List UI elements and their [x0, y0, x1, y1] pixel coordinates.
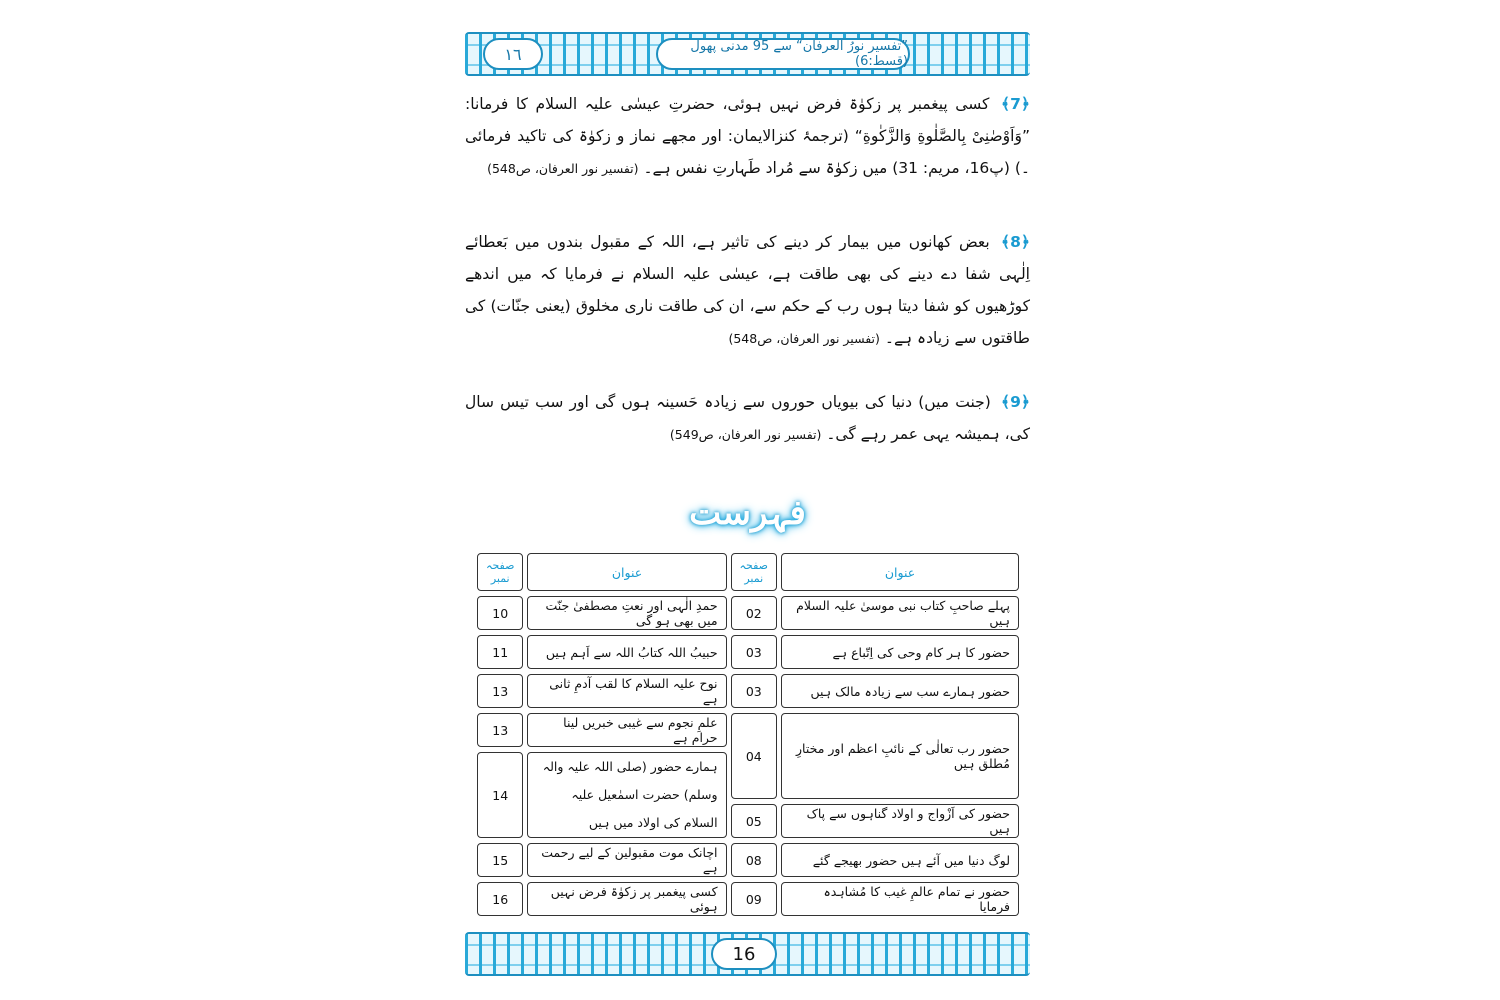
- toc-entry-title[interactable]: حضور نے تمام عالمِ غیب کا مُشاہدہ فرمایا: [781, 882, 1019, 916]
- header-ornament-band: [465, 32, 1030, 76]
- toc-entry-page: 02: [731, 596, 777, 630]
- toc-entry-page: 04: [731, 713, 777, 799]
- toc-entry-title[interactable]: اچانک موت مقبولین کے لیے رحمت ہے: [527, 843, 726, 877]
- col-title-right: عنوان: [781, 553, 1019, 591]
- table-row: [477, 674, 1019, 708]
- toc-entry-title[interactable]: حضور کا ہر کام وحی کی اِتّباع ہے: [781, 635, 1019, 669]
- toc-entry-page: 05: [731, 804, 777, 838]
- toc-entry-page: 09: [731, 882, 777, 916]
- paragraph-7: [465, 88, 1030, 185]
- table-row: [477, 882, 1019, 916]
- paragraph-reference: (تفسیر نور العرفان، ص549): [669, 427, 822, 442]
- toc-entry-page: 14: [477, 752, 523, 838]
- paragraph-number: ﴿9﴾: [1001, 393, 1030, 411]
- toc-entry-title[interactable]: حضور کی اَزْواج و اولاد گناہوں سے پاک ہیں: [781, 804, 1019, 838]
- toc-entry-title[interactable]: حضور رب تعالٰی کے نائبِ اعظم اور مختارِ مُطلق ہیں: [781, 713, 1019, 799]
- toc-entry-title[interactable]: حبیبُ اللہ کتابُ اللہ سے اَہم ہیں: [527, 635, 726, 669]
- toc-entry-title[interactable]: کسی پیغمبر پر زکوٰۃ فرض نہیں ہوئی: [527, 882, 726, 916]
- toc-entry-title[interactable]: نوح علیہ السلام کا لقب آدمِ ثانی ہے: [527, 674, 726, 708]
- toc-entry-title[interactable]: حمدِ الٰہی اور نعتِ مصطفیٰ جنّت میں بھی ہو گی: [527, 596, 726, 630]
- paragraph-9: [465, 386, 1030, 451]
- footer-ornament-band: [465, 932, 1030, 976]
- header-title: ”تفسیر نورُ العرفان“ سے 95 مدنی پھول (قسط:6): [656, 38, 910, 70]
- paragraph-text: بعض کھانوں میں بیمار کر دینے کی تاثیر ہے، اللہ کے مقبول بندوں میں بَعطائے اِلٰہی شفا دے دینے کی بھی طاقت ہے، عیسٰی علیہ السلام نے فرمایا کہ میں اندھے کوڑھیوں کو شفا دیتا ہوں رب کے حکم سے، ان کی طاقت ناری مخلوق (یعنی جنّات) کی طاقتوں سے زیادہ ہے۔: [465, 233, 1030, 347]
- toc-entry-title[interactable]: ہمارے حضور (صلی اللہ علیہ والہ وسلم) حضرت اسمٰعیل علیہ السلام کی اولاد میں ہیں: [527, 752, 726, 838]
- paragraph-text: (جنت میں) دنیا کی بیویاں حوروں سے زیادہ حَسینہ ہوں گی اور سب تیس سال کی، ہمیشہ یہی عمر رہے گی۔: [465, 393, 1030, 443]
- toc-entry-page: 13: [477, 713, 523, 747]
- col-title-left: عنوان: [527, 553, 726, 591]
- toc-entry-page: 03: [731, 635, 777, 669]
- paragraph-reference: (تفسیر نور العرفان، ص548): [487, 161, 639, 176]
- toc-entry-title[interactable]: علمِ نجوم سے غیبی خبریں لینا حرام ہے: [527, 713, 726, 747]
- toc-entry-page: 11: [477, 635, 523, 669]
- book-page: [465, 30, 1030, 980]
- paragraph-number: ﴿8﴾: [1001, 233, 1030, 251]
- table-row: [477, 713, 1019, 747]
- paragraph-reference: (تفسیر نور العرفان، ص548): [728, 331, 880, 346]
- toc-entry-page: 16: [477, 882, 523, 916]
- paragraph-number: ﴿7﴾: [1001, 95, 1030, 113]
- paragraph-text: کسی پیغمبر پر زکوٰۃ فرض نہیں ہوئی، حضرتِ عیسٰی علیہ السلام کا فرمانا: ”وَاَوْصٰنِیْ بِالصَّلٰوةِ وَالزَّكٰوةِ“ (ترجمۂ کنزالایمان: اور مجھے نماز و زکوٰۃ کی تاکید فرمائی ۔) (پ16، مریم: 31) میں زکوٰۃ سے مُراد طَہارتِ نفس ہے۔: [465, 95, 1030, 177]
- toc-entry-title[interactable]: پہلے صاحبِ کتاب نبی موسیٰ علیہ السلام ہیں: [781, 596, 1019, 630]
- toc-entry-page: 13: [477, 674, 523, 708]
- toc-entry-page: 03: [731, 674, 777, 708]
- toc-entry-page: 08: [731, 843, 777, 877]
- toc-entry-title[interactable]: حضور ہمارے سب سے زیادہ مالک ہیں: [781, 674, 1019, 708]
- table-row: [477, 843, 1019, 877]
- toc-entry-title[interactable]: لوگ دنیا میں آئے ہیں حضور بھیجے گئے: [781, 843, 1019, 877]
- toc-heading: فہرست: [689, 493, 806, 533]
- toc-header-row: [477, 553, 1019, 591]
- header-page-number: ١٦: [483, 38, 543, 70]
- table-of-contents: [473, 548, 1023, 921]
- col-page-right: صفحہ نمبر: [731, 553, 777, 591]
- table-row: [477, 596, 1019, 630]
- table-row: [477, 635, 1019, 669]
- footer-page-number: 16: [711, 938, 777, 970]
- toc-entry-page: 15: [477, 843, 523, 877]
- paragraph-8: [465, 226, 1030, 355]
- toc-entry-page: 10: [477, 596, 523, 630]
- col-page-left: صفحہ نمبر: [477, 553, 523, 591]
